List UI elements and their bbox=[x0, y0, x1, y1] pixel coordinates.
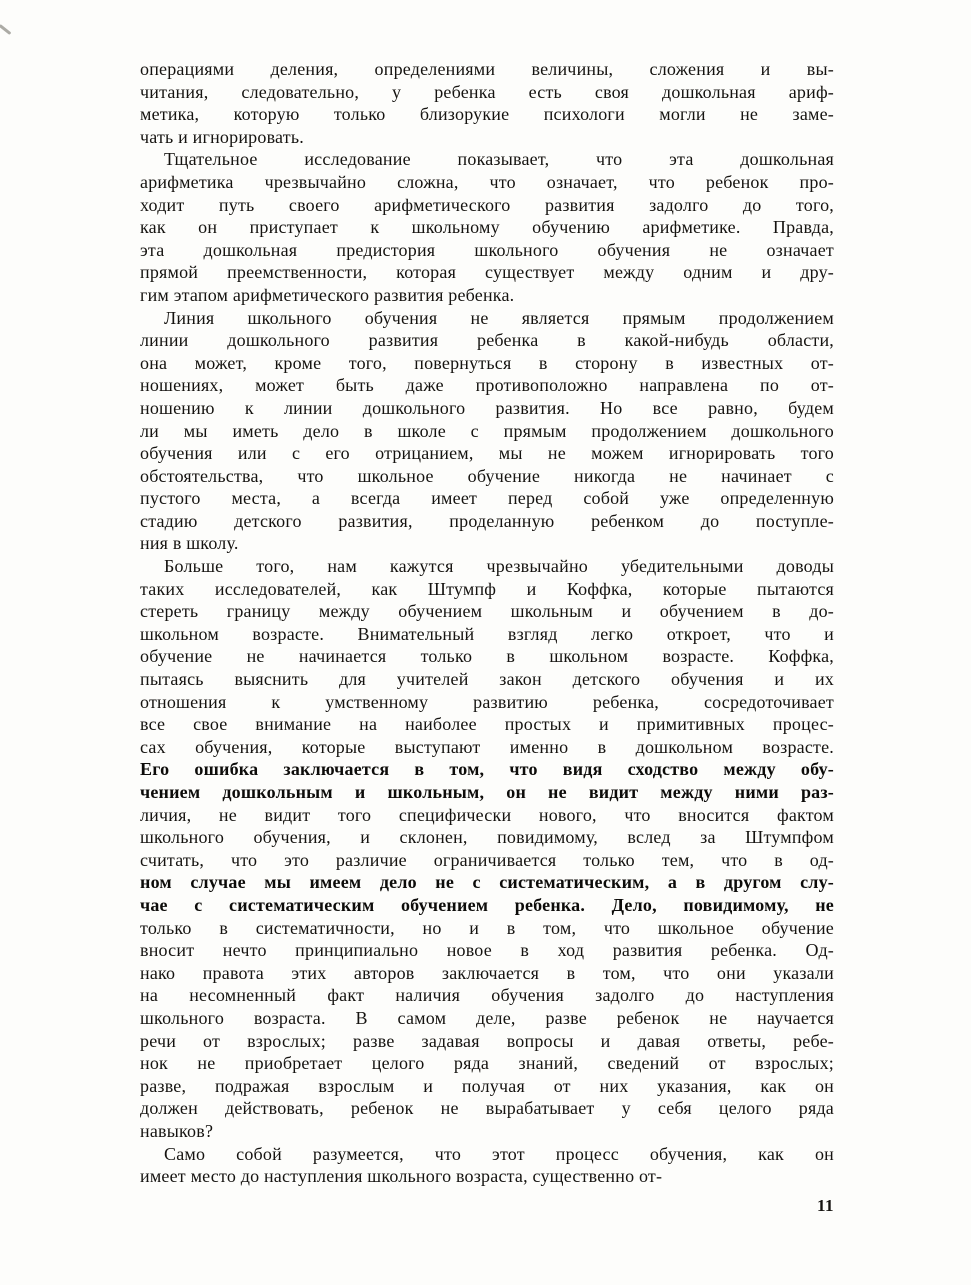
text-line: обучения или с его отрицанием, мы не можем игнорировать того bbox=[140, 443, 834, 464]
text-line: стереть границу между обучением школьным и обучением в до- bbox=[140, 601, 834, 622]
text-line: читания, следовательно, у ребенка есть своя дошкольная ариф- bbox=[140, 81, 834, 102]
text-line: таких исследователей, как Штумпф и Коффка, которые пытаются bbox=[140, 578, 834, 599]
text-line: Само собой разумеется, что этот процесс обучения, как он bbox=[164, 1143, 834, 1164]
text-line: личия, не видит того специфически нового, что вносится фактом bbox=[140, 804, 834, 825]
text-line: как он приступает к школьному обучению арифметике. Правда, bbox=[140, 217, 834, 238]
text-line: нако правота этих авторов заключается в том, что они указали bbox=[140, 962, 834, 983]
text-line: чением дошкольным и школьным, он не видит между ними раз- bbox=[140, 782, 834, 802]
text-line: эта дошкольная предистория школьного обучения не означает bbox=[140, 239, 834, 260]
text-line: ходит путь своего арифметического развития задолго до того, bbox=[140, 194, 834, 215]
text-line: стадию детского развития, проделанную ребенком до поступле- bbox=[140, 510, 834, 531]
text-line: ния в школу. bbox=[140, 533, 239, 554]
paragraph bbox=[140, 555, 834, 1142]
text-line: пустого места, а всегда имеет перед собой уже определенную bbox=[140, 488, 834, 509]
paragraph bbox=[140, 148, 834, 306]
text-line: чае с систематическим обучением ребенка. Дело, повидимому, не bbox=[140, 894, 834, 915]
text-line: школьного возраста. В самом деле, разве ребенок не научается bbox=[140, 1007, 834, 1028]
text-line: нок не приобретает целого ряда знаний, сведений от взрослых; bbox=[140, 1053, 834, 1074]
text-line: ли мы иметь дело в школе с прямым продолжением дошкольного bbox=[140, 420, 834, 441]
text-line: школьного обучения, и склонен, повидимому, вслед за Штумпфом bbox=[140, 827, 834, 848]
text-line: школьном возрасте. Внимательный взгляд легко откроет, что и bbox=[140, 623, 834, 644]
scan-artifact bbox=[0, 24, 11, 35]
text-line: чать и игнорировать. bbox=[140, 126, 304, 147]
paragraph bbox=[140, 307, 834, 556]
text-line: все свое внимание на наиболее простых и примитивных процес- bbox=[140, 714, 834, 735]
text-line: гим этапом арифметического развития ребенка. bbox=[140, 284, 515, 305]
text-line: имеет место до наступления школьного возраста, существенно от- bbox=[140, 1166, 663, 1187]
text-line: должен действовать, ребенок не вырабатывает у себя целого ряда bbox=[140, 1098, 834, 1119]
text-line: считать, что это различие ограничивается только тем, что в од- bbox=[140, 849, 834, 870]
text-line: операциями деления, определениями величины, сложения и вы- bbox=[140, 59, 834, 79]
paragraph bbox=[140, 58, 834, 148]
paragraph bbox=[140, 1143, 834, 1188]
text-line: ношениях, может быть даже противоположно направлена по от- bbox=[140, 375, 834, 396]
text-line: обучение не начинается только в школьном возрасте. Коффка, bbox=[140, 646, 834, 667]
page-number: 11 bbox=[816, 1196, 834, 1215]
text-line: Его ошибка заключается в том, что видя сходство между обу- bbox=[140, 759, 834, 780]
text-line: обстоятельства, что школьное обучение никогда не начинает с bbox=[140, 465, 834, 486]
text-line: прямой преемственности, которая существует между одним и дру- bbox=[140, 262, 834, 283]
text-line: ношению к линии дошкольного развития. Но все равно, будем bbox=[140, 397, 834, 418]
text-line: пытаясь выяснить для учителей закон детского обучения и их bbox=[140, 669, 834, 690]
text-line: линии дошкольного развития ребенка в какой-нибудь области, bbox=[140, 330, 834, 351]
text-line: метика, которую только близорукие психологи могли не заме- bbox=[140, 104, 834, 125]
text-line: отношения к умственному развитию ребенка, сосредоточивает bbox=[140, 691, 834, 712]
text-line: навыков? bbox=[140, 1120, 214, 1141]
text-line: речи от взрослых; разве задавая вопросы и давая ответы, ребе- bbox=[140, 1030, 834, 1051]
text-line: ном случае мы имеем дело не с систематическим, а в другом слу- bbox=[140, 872, 834, 893]
text-line: сах обучения, которые выступают именно в дошкольном возрасте. bbox=[140, 736, 834, 757]
text-line: она может, кроме того, повернуться в сторону в известных от- bbox=[140, 352, 834, 373]
text-line: на несомненный факт наличия обучения задолго до наступления bbox=[140, 985, 834, 1006]
text-line: Больше того, нам кажутся чрезвычайно убедительными доводы bbox=[164, 556, 834, 577]
text-line: арифметика чрезвычайно сложна, что означает, что ребенок про- bbox=[140, 171, 834, 192]
text-line: Линия школьного обучения не является прямым продолжением bbox=[164, 307, 834, 328]
text-line: разве, подражая взрослым и получая от них указания, как он bbox=[140, 1075, 834, 1096]
text-line: Тщательное исследование показывает, что эта дошкольная bbox=[164, 149, 834, 170]
text-line: вносит нечто принципиально новое в ход развития ребенка. Од- bbox=[140, 940, 834, 961]
text-line: только в систематичности, но и в том, что школьное обучение bbox=[140, 917, 834, 938]
text-block bbox=[140, 58, 834, 1188]
